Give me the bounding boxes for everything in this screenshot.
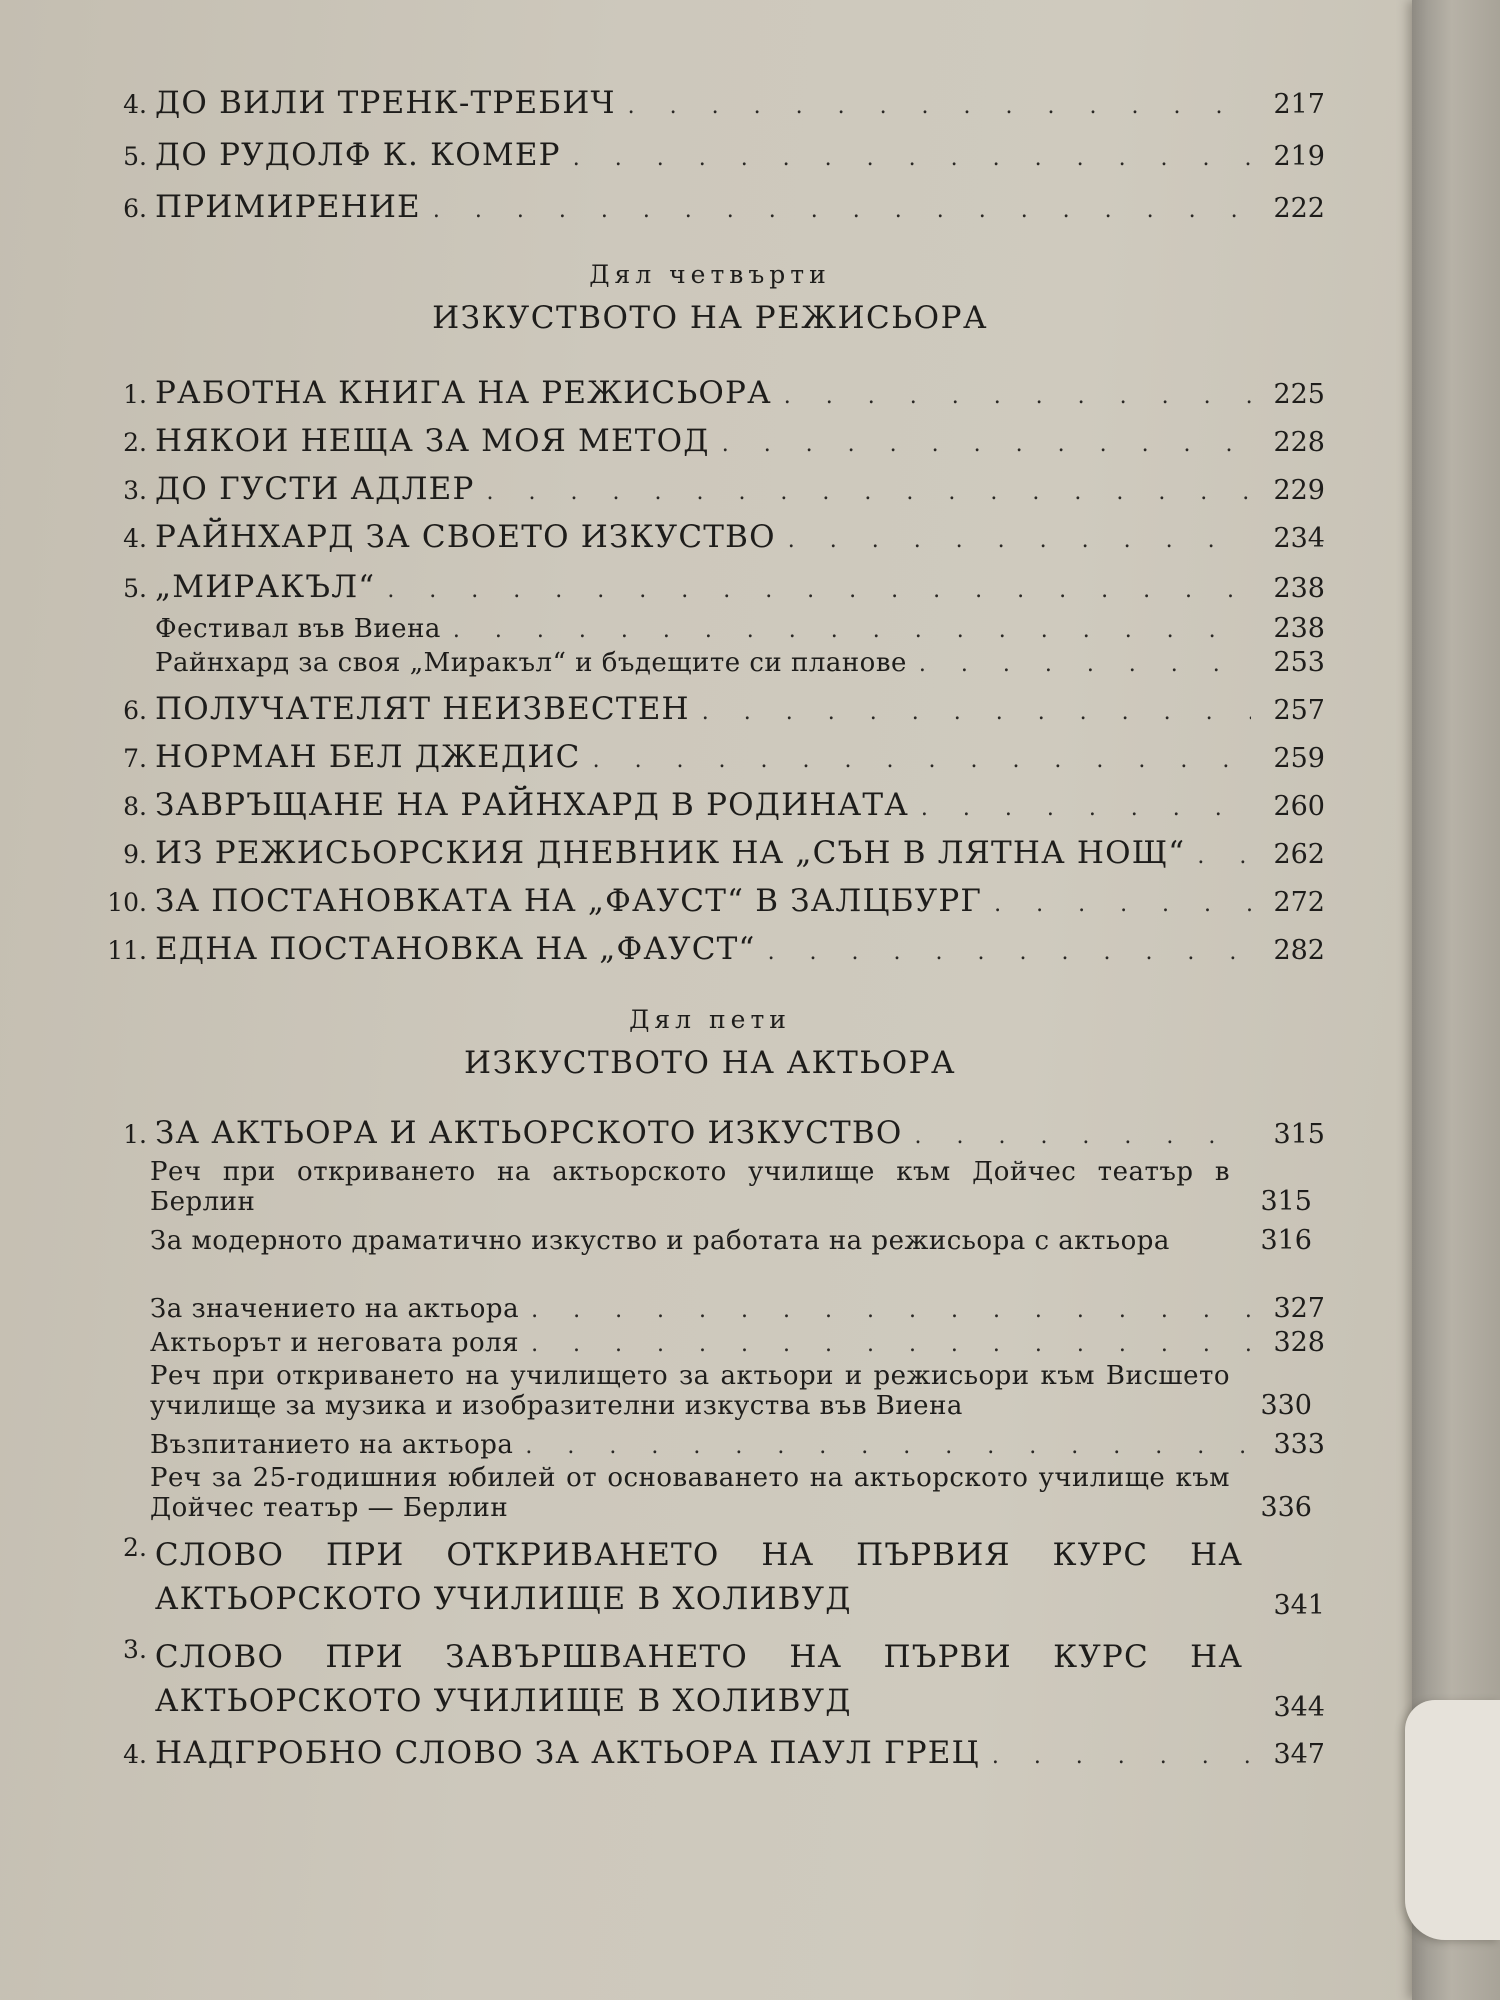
entry-title: ПОЛУЧАТЕЛЯТ НЕИЗВЕСТЕН (155, 691, 690, 727)
leader-dots (453, 618, 1251, 643)
entry-title: ЗА АКТЬОРА И АКТЬОРСКОТО ИЗКУСТВО (155, 1115, 903, 1151)
page-number: 257 (1273, 695, 1325, 726)
leader-dots (531, 1298, 1251, 1323)
sub-entry-title: Райнхард за своя „Миракъл“ и бъдещите си планове (155, 648, 907, 678)
entry-title: ЕДНА ПОСТАНОВКА НА „ФАУСТ“ (155, 931, 756, 967)
entry-number: 1. (123, 1120, 147, 1149)
toc-entry (95, 691, 1325, 727)
entry-title: НАДГРОБНО СЛОВО ЗА АКТЬОРА ПАУЛ ГРЕЦ (155, 1735, 980, 1771)
entry-title: СЛОВО ПРИ ОТКРИВАНЕТО НА ПЪРВИЯ КУРС НА АКТЬОРСКОТО УЧИЛИЩЕ В ХОЛИВУД (154, 1537, 1244, 1617)
entry-number: 5. (123, 142, 147, 171)
page-number: 327 (1273, 1293, 1325, 1324)
entry-number: 8. (123, 792, 147, 821)
toc-entry (95, 1115, 1325, 1151)
toc-entry (95, 519, 1325, 555)
entry-number: 6. (123, 194, 147, 223)
page-number: 219 (1273, 141, 1325, 172)
entry-number: 2. (123, 428, 147, 457)
sub-entry-title: Реч при откриването на училището за актьори и режисьори към Висшето училище за музика и изобразителни изкуства във Виена (150, 1361, 1230, 1421)
toc-entry (95, 1533, 1325, 1621)
page-number: 347 (1273, 1739, 1325, 1770)
page-number: 217 (1273, 89, 1325, 120)
leader-dots (1197, 844, 1251, 869)
entry-number: 3. (123, 1635, 147, 1664)
sub-entry-title: Реч за 25-годишния юбилей от основаването на актьорското училище към Дойчес театър — Берлин (150, 1463, 1230, 1523)
toc-entry (95, 883, 1325, 919)
toc-entry (95, 137, 1325, 173)
entry-title: НОРМАН БЕЛ ДЖЕДИС (155, 739, 581, 775)
toc-entry (95, 835, 1325, 871)
toc-entry (95, 85, 1325, 121)
leader-dots (921, 796, 1251, 821)
toc-sub-entry (150, 1463, 1325, 1523)
sub-entry-title: Фестивал във Виена (155, 614, 441, 644)
page-number: 333 (1273, 1429, 1325, 1460)
entry-title: ЗАВРЪЩАНЕ НА РАЙНХАРД В РОДИНАТА (155, 787, 909, 823)
entry-title: ПРИМИРЕНИЕ (155, 189, 421, 225)
entry-number: 7. (123, 744, 147, 773)
entry-number: 1. (123, 380, 147, 409)
page-number: 238 (1273, 613, 1325, 644)
leader-dots (387, 578, 1251, 603)
toc-entry (95, 739, 1325, 775)
entry-title: ЗА ПОСТАНОВКАТА НА „ФАУСТ“ В ЗАЛЦБУРГ (155, 883, 983, 919)
entry-number: 2. (123, 1533, 147, 1562)
sub-entry-title: Актьорът и неговата роля (150, 1328, 520, 1358)
toc-entry (95, 471, 1325, 507)
leader-dots (914, 1124, 1251, 1149)
page-number: 259 (1273, 743, 1325, 774)
page-number: 272 (1273, 887, 1325, 918)
leader-dots (487, 480, 1251, 505)
leader-dots (593, 748, 1251, 773)
leader-dots (788, 528, 1251, 553)
entry-number: 4. (123, 524, 147, 553)
toc-sub-entry (150, 1429, 1325, 1460)
toc-sub-entry (155, 613, 1325, 644)
page-number: 262 (1273, 839, 1325, 870)
entry-number: 5. (123, 574, 147, 603)
entry-number: 4. (123, 1740, 147, 1769)
part-title: ИЗКУСТВОТО НА РЕЖИСЬОРА (432, 300, 988, 336)
page-number: 315 (1273, 1119, 1325, 1150)
toc-entry (95, 1635, 1325, 1723)
entry-title: ИЗ РЕЖИСЬОРСКИЯ ДНЕВНИК НА „СЪН В ЛЯТНА НОЩ“ (155, 835, 1186, 871)
page-number: 229 (1273, 475, 1325, 506)
leader-dots (994, 892, 1251, 917)
leader-dots (628, 94, 1251, 119)
entry-number: 10. (107, 888, 147, 917)
entry-title: ДО ВИЛИ ТРЕНК-ТРЕБИЧ (155, 85, 616, 121)
toc-sub-entry (150, 1293, 1325, 1324)
sub-entry-title: За модерното драматично изкуство и работата на режисьора с актьора (150, 1226, 1170, 1256)
page-number: 253 (1273, 647, 1325, 678)
page-number: 222 (1273, 193, 1325, 224)
toc-entry (95, 375, 1325, 411)
leader-dots (768, 940, 1251, 965)
toc-sub-entry (150, 1361, 1325, 1421)
toc-sub-entry (155, 647, 1325, 678)
leader-dots (531, 1332, 1251, 1357)
part-label: Дял четвърти (589, 260, 831, 289)
leader-dots (722, 432, 1251, 457)
page-number: 328 (1273, 1327, 1325, 1358)
entry-title: „МИРАКЪЛ“ (155, 569, 376, 605)
page-number: 282 (1273, 935, 1325, 966)
page-number: 238 (1273, 573, 1325, 604)
page-number: 225 (1273, 379, 1325, 410)
paper-corner (1405, 1700, 1500, 1940)
entry-title: НЯКОИ НЕЩА ЗА МОЯ МЕТОД (155, 423, 710, 459)
toc-entry (95, 189, 1325, 225)
page-number: 344 (1273, 1692, 1325, 1723)
page-number: 315 (1260, 1186, 1312, 1217)
entry-title: ДО РУДОЛФ К. КОМЕР (155, 137, 561, 173)
entry-title: СЛОВО ПРИ ЗАВЪРШВАНЕТО НА ПЪРВИ КУРС НА АКТЬОРСКОТО УЧИЛИЩЕ В ХОЛИВУД (154, 1639, 1244, 1719)
entry-number: 9. (123, 840, 147, 869)
sub-entry-title: Реч при откриването на актьорското училище към Дойчес театър в Берлин (150, 1157, 1230, 1217)
toc-entry (95, 931, 1325, 967)
entry-title: РАБОТНА КНИГА НА РЕЖИСЬОРА (155, 375, 772, 411)
toc-entry (95, 569, 1325, 605)
page-number: 330 (1260, 1390, 1312, 1421)
page-number: 228 (1273, 427, 1325, 458)
toc-sub-entry (150, 1157, 1325, 1217)
leader-dots (992, 1744, 1251, 1769)
page-number: 260 (1273, 791, 1325, 822)
entry-number: 6. (123, 696, 147, 725)
entry-title: РАЙНХАРД ЗА СВОЕТО ИЗКУСТВО (155, 519, 776, 555)
toc-sub-entry (150, 1225, 1325, 1256)
part-label: Дял пети (629, 1005, 791, 1034)
leader-dots (525, 1434, 1251, 1459)
page-number: 316 (1260, 1225, 1312, 1256)
page-number: 336 (1260, 1492, 1312, 1523)
part-title: ИЗКУСТВОТО НА АКТЬОРА (464, 1045, 956, 1081)
entry-number: 11. (107, 936, 147, 965)
entry-number: 4. (123, 90, 147, 119)
leader-dots (784, 384, 1251, 409)
leader-dots (573, 146, 1251, 171)
sub-entry-title: Възпитанието на актьора (150, 1430, 514, 1460)
toc-entry (95, 1735, 1325, 1771)
toc-sub-entry (150, 1327, 1325, 1358)
leader-dots (433, 198, 1251, 223)
page-number: 234 (1273, 523, 1325, 554)
toc-entry (95, 787, 1325, 823)
entry-number: 3. (123, 476, 147, 505)
page-number: 341 (1273, 1590, 1325, 1621)
leader-dots (702, 700, 1251, 725)
toc-entry (95, 423, 1325, 459)
sub-entry-title: За значението на актьора (150, 1294, 520, 1324)
leader-dots (919, 652, 1251, 677)
entry-title: ДО ГУСТИ АДЛЕР (155, 471, 475, 507)
